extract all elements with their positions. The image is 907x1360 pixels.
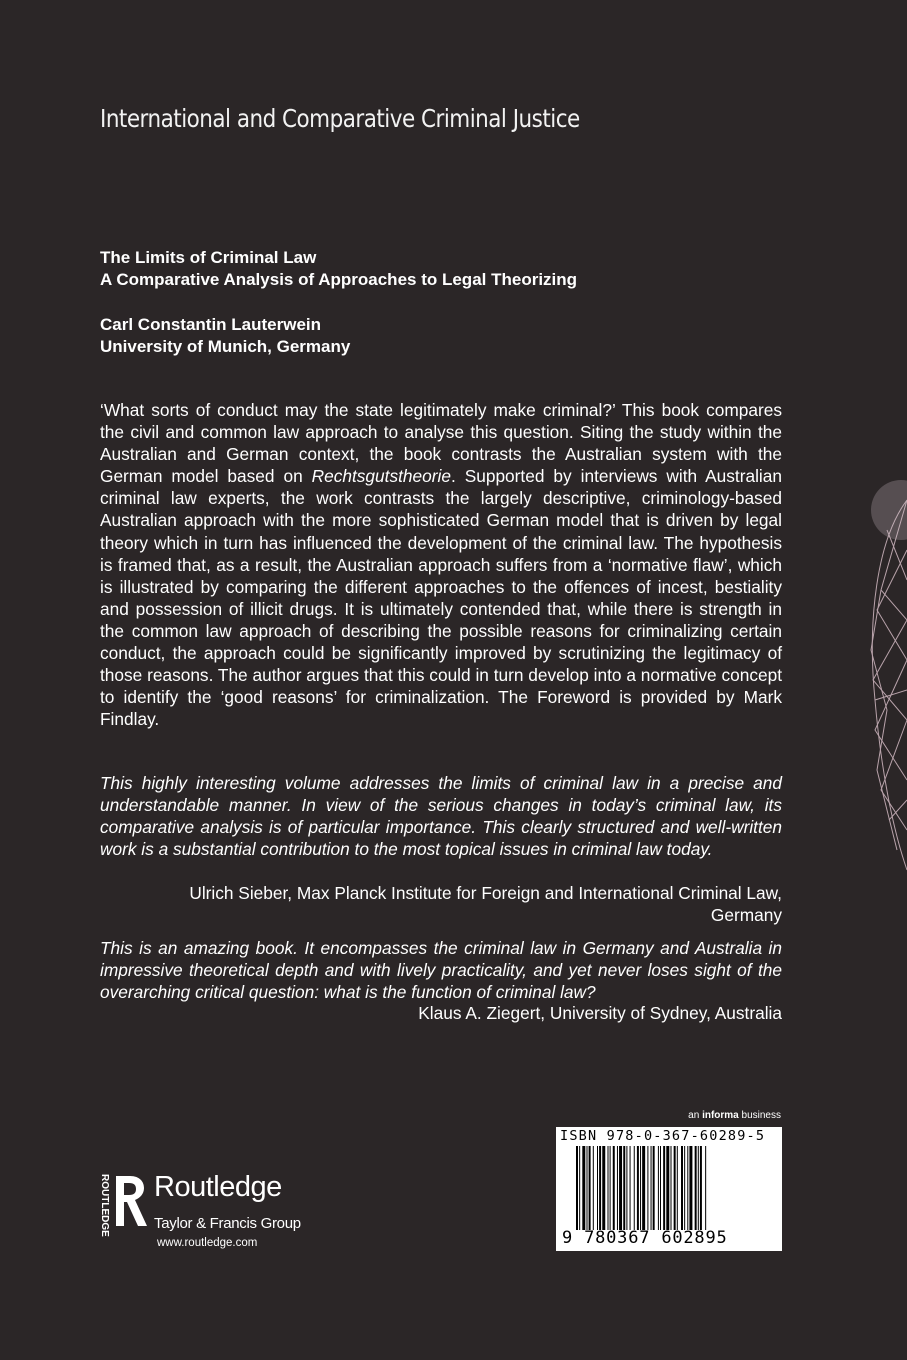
publisher-logo xyxy=(94,1171,301,1249)
barcode-bar xyxy=(642,1146,645,1230)
informa-brand: informa xyxy=(702,1110,739,1121)
informa-prefix: an xyxy=(688,1110,703,1121)
barcode-bar xyxy=(651,1146,652,1230)
barcode-bar xyxy=(640,1146,641,1230)
publisher-url: www.routledge.com xyxy=(157,1237,258,1249)
review-attribution-1-line2: Germany xyxy=(710,905,782,926)
barcode-bar xyxy=(663,1146,665,1230)
barcode-bar xyxy=(674,1146,676,1230)
barcode-bar xyxy=(658,1146,659,1230)
description-text-1: ‘What sorts of conduct may the state legitimately make criminal?’ This book compares the civil and common law approach to analyse this question. Siting the study within the Australian and German context, the book contrasts the Australian system with the German model based on xyxy=(100,400,782,487)
barcode-bar xyxy=(597,1146,598,1230)
informa-tagline xyxy=(688,1110,781,1121)
barcode-bar xyxy=(582,1146,585,1230)
book-subtitle: A Comparative Analysis of Approaches to Legal Theorizing xyxy=(100,270,578,289)
barcode-bar xyxy=(593,1146,594,1230)
barcode-bar xyxy=(637,1146,639,1230)
routledge-vertical-text: ROUTLEDGE xyxy=(99,1174,110,1237)
barcode-bar xyxy=(687,1146,688,1230)
publisher-group: Taylor & Francis Group xyxy=(154,1215,301,1232)
author-affiliation: University of Munich, Germany xyxy=(100,337,351,356)
series-title: International and Comparative Criminal Justice xyxy=(100,104,580,133)
review-attribution-1-line1: Ulrich Sieber, Max Planck Institute for Foreign and International Criminal Law, xyxy=(189,883,782,903)
barcode-bar xyxy=(576,1146,578,1230)
barcode-bar xyxy=(671,1146,672,1230)
barcode-bar xyxy=(619,1146,622,1230)
barcode-bar xyxy=(695,1146,697,1230)
book-description xyxy=(100,399,782,730)
review-attribution-2: Klaus A. Ziegert, University of Sydney, Australia xyxy=(418,1003,782,1023)
author-block xyxy=(100,314,350,358)
review-attribution-1 xyxy=(189,882,782,926)
barcode-bar xyxy=(608,1146,609,1230)
decorative-wireframe-art xyxy=(867,470,907,890)
barcode-bar xyxy=(681,1146,683,1230)
description-text-2: . Supported by interviews with Australian criminal law experts, the work contrasts the largely descriptive, criminology-based Australian approach with the more sophisticated German model that is driven by legal theory which in turn has influenced the development of the criminal law. The hypothesis is framed that, as a result, the Australian approach suffers from a ‘normative flaw’, which is illustrated by comparing the different approaches to the offences of incest, bestiality and possession of illicit drugs. It is ultimately contended that, while there is strength in the common law approach of describing the possible reasons for criminalizing certain conduct, the approach could be significantly improved by scrutinizing the legitimacy of those reasons. The author argues that this could in turn develop into a normative concept to identify the ‘good reasons’ for criminalization. The Foreword is provided by Mark Findlay. xyxy=(100,466,782,730)
routledge-icon xyxy=(94,1172,150,1244)
review-quote-1: This highly interesting volume addresses the limits of criminal law in a precise and understandable manner. In view of the serious changes in today’s criminal law, its comparative analysis is of particular importance. This clearly structured and well-written work is a substantial contribution to the most topical issues in criminal law today. xyxy=(100,773,782,860)
barcode-bar xyxy=(610,1146,611,1230)
barcode-bar xyxy=(579,1146,580,1230)
barcode-bar xyxy=(684,1146,685,1230)
barcode-bar xyxy=(599,1146,601,1230)
review-quote-2: This is an amazing book. It encompasses the criminal law in Germany and Australia in impressive theoretical depth and with lively practicality, and yet never loses sight of the overarching critical question: what is the function of criminal law? xyxy=(100,938,782,1003)
barcode-bar xyxy=(705,1146,706,1230)
isbn-barcode xyxy=(556,1127,782,1251)
barcode-bar xyxy=(626,1146,627,1230)
barcode-bar xyxy=(623,1146,625,1230)
description-italic-term: Rechtsgutstheorie xyxy=(311,466,451,487)
barcode-bar xyxy=(653,1146,655,1230)
barcode-bar xyxy=(660,1146,661,1230)
publisher-name: Routledge xyxy=(154,1171,282,1203)
informa-suffix: business xyxy=(738,1110,781,1121)
book-title: The Limits of Criminal Law xyxy=(100,248,317,267)
barcode-bar xyxy=(700,1146,702,1230)
book-title-block xyxy=(100,247,577,291)
barcode-bar xyxy=(602,1146,605,1230)
barcode-bar xyxy=(677,1146,678,1230)
barcode-bar xyxy=(589,1146,591,1230)
author-name: Carl Constantin Lauterwein xyxy=(100,315,322,334)
isbn-digits: 9 780367 602895 xyxy=(562,1228,728,1248)
barcode-bar xyxy=(613,1146,615,1230)
barcode-bar xyxy=(698,1146,699,1230)
barcode-bar xyxy=(587,1146,588,1230)
barcode-bars xyxy=(576,1146,776,1230)
barcode-bar xyxy=(617,1146,618,1230)
isbn-label: ISBN 978-0-367-60289-5 xyxy=(560,1128,766,1144)
barcode-bar xyxy=(634,1146,635,1230)
barcode-bar xyxy=(666,1146,669,1230)
barcode-bar xyxy=(647,1146,648,1230)
barcode-bar xyxy=(689,1146,692,1230)
barcode-bar xyxy=(630,1146,631,1230)
